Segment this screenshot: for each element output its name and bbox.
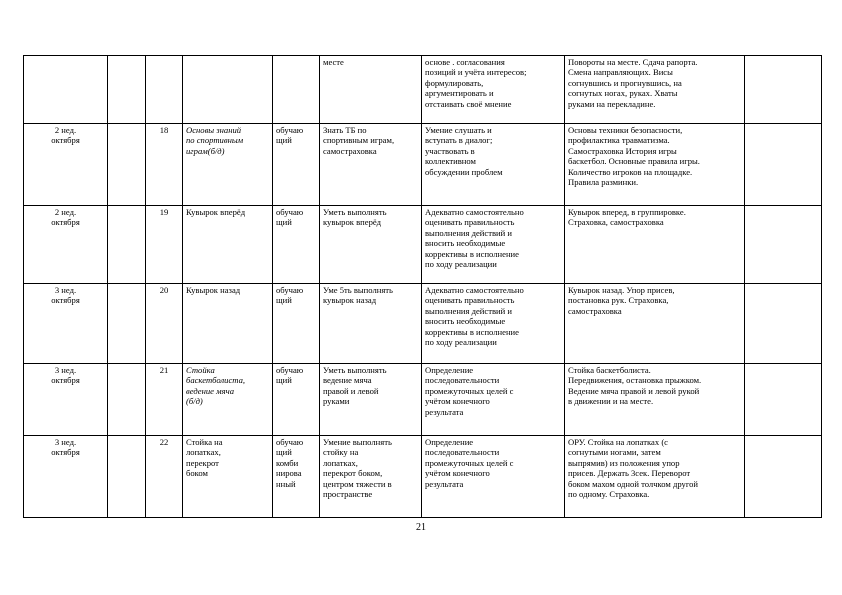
topic-cell: Основы знаний по спортивным играм(б/д) <box>183 124 273 206</box>
table-row <box>24 206 822 284</box>
notes-cell <box>745 364 822 436</box>
lesson-number-cell: 18 <box>146 124 183 206</box>
skills-cell: Уметь выполнять кувырок вперёд <box>320 206 422 284</box>
content-cell: Стойка баскетболиста. Передвижения, остановка прыжком. Ведение мяча правой и левой рукой в движении и на месте. <box>565 364 745 436</box>
content-cell: Кувырок вперед, в группировке. Страховка, самостраховка <box>565 206 745 284</box>
notes-cell <box>745 436 822 518</box>
skills-cell: Знать ТБ по спортивным играм, самостраховка <box>320 124 422 206</box>
table-row <box>24 364 822 436</box>
date-cell <box>24 56 108 124</box>
uud-cell: основе . согласования позиций и учёта интересов; формулировать, аргументировать и отстаивать своё мнение <box>422 56 565 124</box>
empty-cell <box>108 124 146 206</box>
empty-cell <box>108 284 146 364</box>
uud-cell: Определение последовательности промежуточных целей с учётом конечного результата <box>422 364 565 436</box>
lesson-type-cell: обучаю щий <box>273 364 320 436</box>
uud-cell: Адекватно самостоятельно оценивать правильность выполнения действий и вносить необходимые коррективы в исполнение по ходу реализации <box>422 284 565 364</box>
lesson-type-cell: обучаю щий <box>273 124 320 206</box>
empty-cell <box>108 206 146 284</box>
uud-cell: Адекватно самостоятельно оценивать правильность выполнения действий и вносить необходимые коррективы в исполнение по ходу реализации <box>422 206 565 284</box>
table-row <box>24 436 822 518</box>
date-cell: 3 нед. октября <box>24 284 108 364</box>
date-cell: 3 нед. октября <box>24 364 108 436</box>
lesson-number-cell: 22 <box>146 436 183 518</box>
table-row <box>24 284 822 364</box>
lesson-number-cell: 19 <box>146 206 183 284</box>
notes-cell <box>745 56 822 124</box>
lesson-type-cell: обучаю щий <box>273 206 320 284</box>
lesson-type-cell <box>273 56 320 124</box>
skills-cell: Уме 5ть выполнять кувырок назад <box>320 284 422 364</box>
content-cell: Повороты на месте. Сдача рапорта. Смена направляющих. Висы согнувшись и прогнувшись, на согнутых ногах, руках. Хваты руками на перекладине. <box>565 56 745 124</box>
skills-cell: месте <box>320 56 422 124</box>
lesson-type-cell: обучаю щий <box>273 284 320 364</box>
table-row <box>24 124 822 206</box>
date-cell: 2 нед. октября <box>24 124 108 206</box>
empty-cell <box>108 436 146 518</box>
empty-cell <box>108 56 146 124</box>
topic-cell: Стойка на лопатках, перекрот боком <box>183 436 273 518</box>
table-row <box>24 56 822 124</box>
empty-cell <box>108 364 146 436</box>
content-cell: ОРУ. Стойка на лопатках (с согнутыми ногами, затем выпрямив) из положения упор присев. Держать 3сек. Переворот боком махом одной толчком другой по одному. Страховка. <box>565 436 745 518</box>
content-cell: Кувырок назад. Упор присев, постановка рук. Страховка, самостраховка <box>565 284 745 364</box>
topic-cell: Стойка баскетболиста, ведение мяча (б/д) <box>183 364 273 436</box>
notes-cell <box>745 206 822 284</box>
notes-cell <box>745 124 822 206</box>
notes-cell <box>745 284 822 364</box>
date-cell: 3 нед. октября <box>24 436 108 518</box>
lesson-plan-table <box>23 55 822 518</box>
lesson-number-cell: 21 <box>146 364 183 436</box>
lesson-number-cell <box>146 56 183 124</box>
topic-cell <box>183 56 273 124</box>
page-number: 21 <box>416 522 426 533</box>
lesson-number-cell: 20 <box>146 284 183 364</box>
date-cell: 2 нед. октября <box>24 206 108 284</box>
uud-cell: Умение слушать и вступать в диалог; участвовать в коллективном обсуждении проблем <box>422 124 565 206</box>
content-cell: Основы техники безопасности, профилактика травматизма. Самостраховка История игры баскетбол. Основные правила игры. Количество игроков на площадке. Правила разминки. <box>565 124 745 206</box>
skills-cell: Умение выполнять стойку на лопатках, перекрот боком, центром тяжести в пространстве <box>320 436 422 518</box>
topic-cell: Кувырок вперёд <box>183 206 273 284</box>
skills-cell: Уметь выполнять ведение мяча правой и левой руками <box>320 364 422 436</box>
lesson-type-cell: обучаю щий комби нирова нный <box>273 436 320 518</box>
topic-cell: Кувырок назад <box>183 284 273 364</box>
uud-cell: Определение последовательности промежуточных целей с учётом конечного результата <box>422 436 565 518</box>
